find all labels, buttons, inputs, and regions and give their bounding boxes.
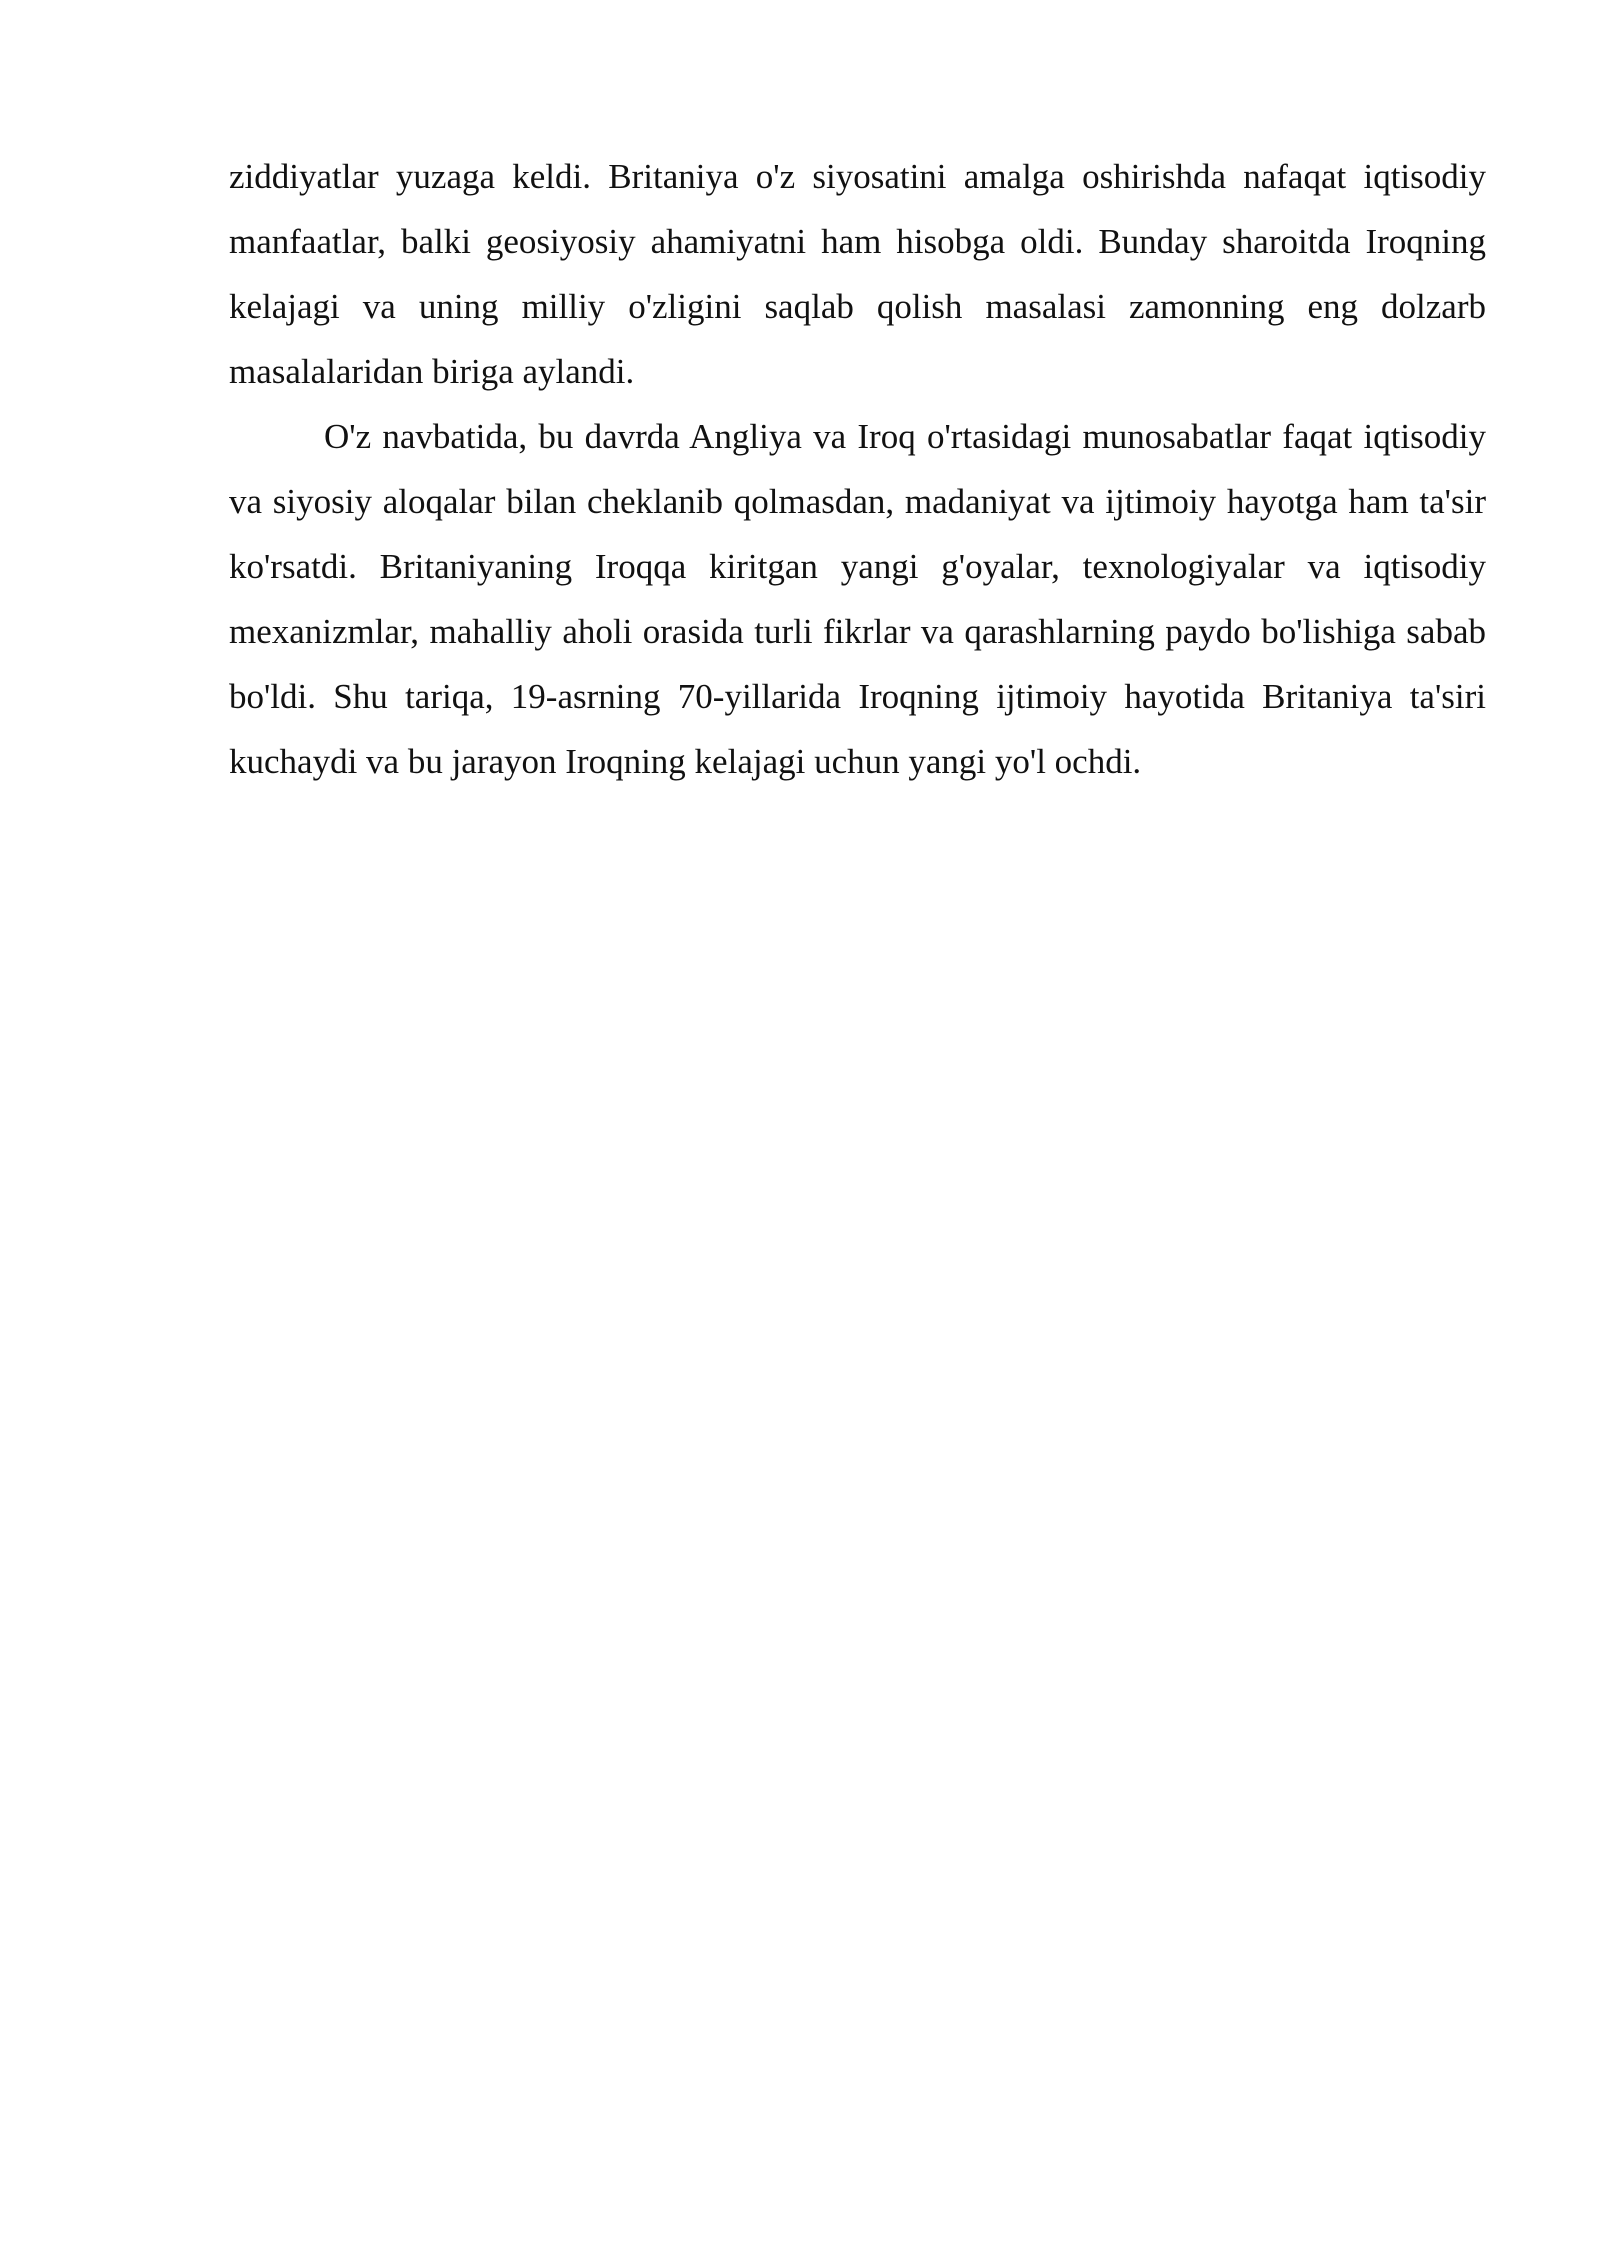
paragraph-continued: ziddiyatlar yuzaga keldi. Britaniya o'z siyosatini amalga oshirishda nafaqat iqtisodiy manfaatlar, balki geosiyosiy ahamiyatni ham hisobga oldi. Bunday sharoitda Iroqning kelajagi va uning milliy o'zligini saqlab qolish masalasi zamonning eng dolzarb masalalaridan biriga aylandi. (229, 157, 1486, 391)
body-text (229, 144, 1486, 794)
paragraph: O'z navbatida, bu davrda Angliya va Iroq o'rtasidagi munosabatlar faqat iqtisodiy va siyosiy aloqalar bilan cheklanib qolmasdan, madaniyat va ijtimoiy hayotga ham ta'sir ko'rsatdi. Britaniyaning Iroqqa kiritgan yangi g'oyalar, texnologiyalar va iqtisodiy mexanizmlar, mahalliy aholi orasida turli fikrlar va qarashlarning paydo bo'lishiga sabab bo'ldi. Shu tariqa, 19-asrning 70-yillarida Iroqning ijtimoiy hayotida Britaniya ta'siri kuchaydi va bu jarayon Iroqning kelajagi uchun yangi yo'l ochdi. (229, 417, 1486, 781)
